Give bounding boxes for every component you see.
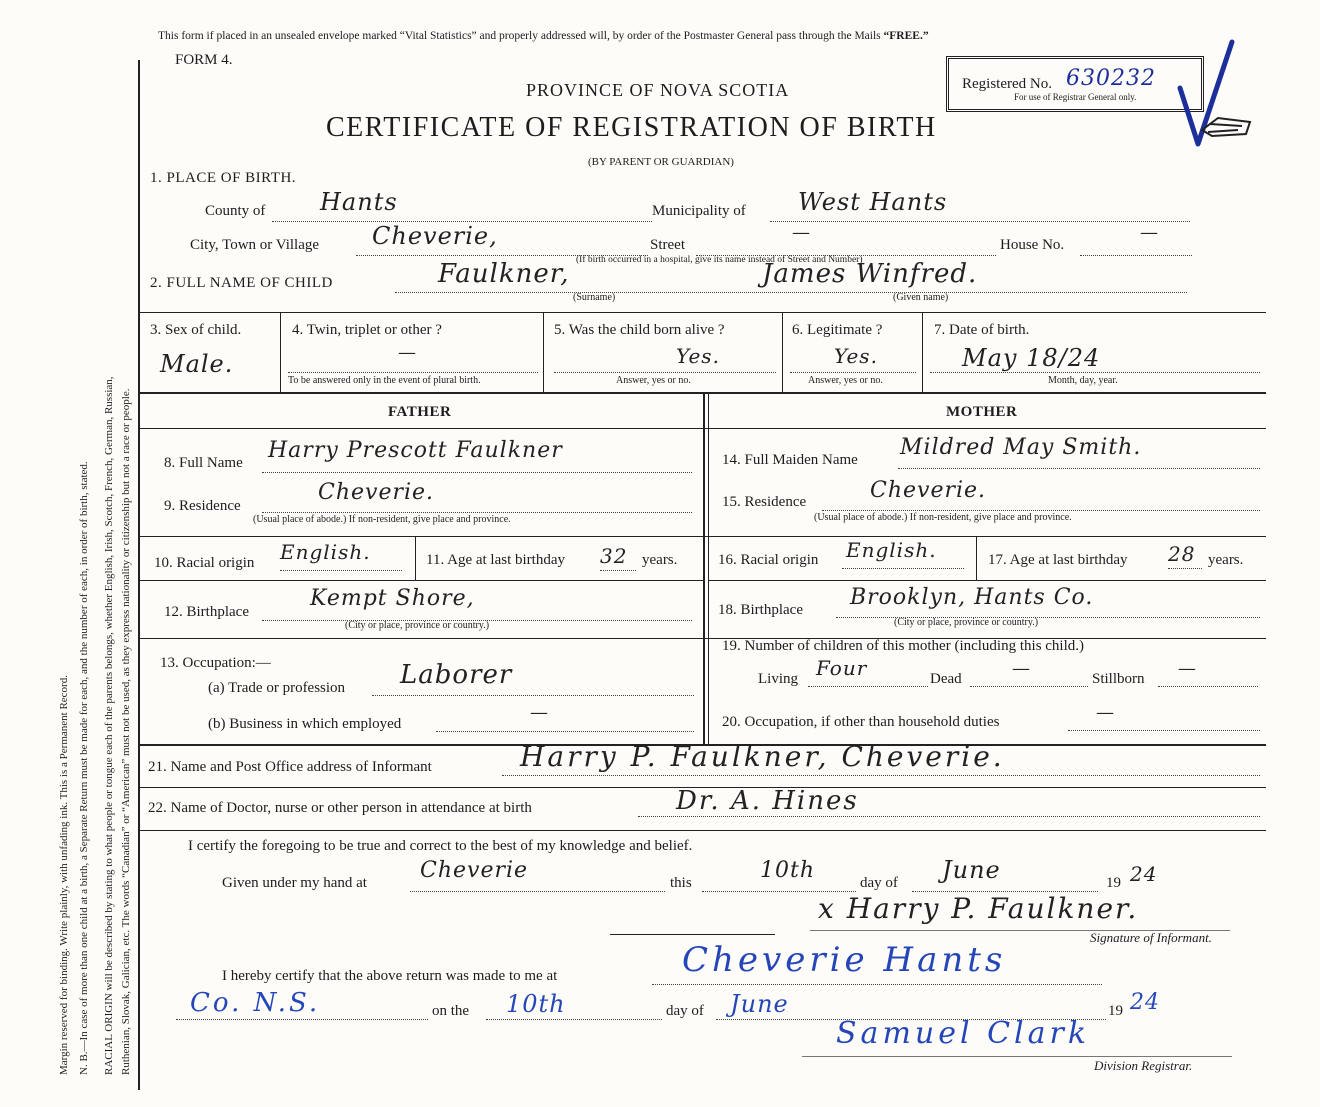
form-number: FORM 4.: [175, 52, 233, 68]
dead-value: —: [1012, 658, 1031, 679]
mother-birthplace: Brooklyn, Hants Co.: [850, 585, 1094, 610]
mother-age-years: years.: [1208, 552, 1244, 568]
hospital-note: (If birth occurred in a hospital, give its name instead of Street and Number): [576, 255, 863, 265]
margin-rule: [138, 60, 140, 1090]
city-label: City, Town or Village: [190, 237, 320, 253]
informant-label: 21. Name and Post Office address of Informant: [148, 759, 432, 775]
father-birthplace: Kempt Shore,: [310, 586, 475, 611]
house-value: —: [1140, 222, 1159, 243]
mail-notice: This form if placed in an unsealed envelope marked “Vital Statistics” and properly addressed will, by order of the Postmaster General pass through the Mails “FREE.”: [158, 30, 929, 42]
certificate-title: CERTIFICATE OF REGISTRATION OF BIRTH: [326, 112, 937, 143]
child-surname: Faulkner,: [438, 259, 570, 289]
stamp-scribble-icon: [1198, 112, 1254, 140]
mother-age: 28: [1168, 542, 1196, 566]
city-value: Cheverie,: [372, 222, 498, 250]
parents-divider: [703, 394, 705, 744]
informant-signature: x Harry P. Faulkner.: [818, 892, 1139, 925]
informant-value: Harry P. Faulkner, Cheverie.: [520, 740, 1005, 773]
registrar-signature: Samuel Clark: [836, 1016, 1091, 1051]
given-at-value: Cheverie: [420, 858, 529, 883]
legitimate-label: 6. Legitimate ?: [792, 322, 883, 338]
dob-value: May 18/24: [962, 344, 1101, 372]
stillborn-label: Stillborn: [1092, 671, 1145, 687]
alive-note: Answer, yes or no.: [616, 375, 691, 386]
mother-residence: Cheverie.: [870, 478, 987, 503]
registrar-month: June: [730, 990, 789, 1018]
father-race: English.: [280, 540, 371, 564]
province-heading: PROVINCE OF NOVA SCOTIA: [526, 80, 790, 100]
registered-label: Registered No.: [962, 76, 1052, 92]
certify-day: 10th: [760, 858, 816, 883]
twin-value: —: [398, 342, 417, 363]
certificate-subtitle: (BY PARENT OR GUARDIAN): [588, 156, 734, 168]
father-residence-note: (Usual place of abode.) If non-resident, give place and province.: [253, 514, 511, 525]
mother-race: English.: [846, 538, 937, 562]
mother-birthplace-label: 18. Birthplace: [718, 602, 803, 618]
father-age-years: years.: [642, 552, 678, 568]
mother-residence-label: 15. Residence: [722, 494, 807, 510]
living-label: Living: [758, 671, 798, 687]
mother-occupation-label: 20. Occupation, if other than household duties: [722, 714, 1000, 730]
father-name-label: 8. Full Name: [164, 455, 243, 471]
margin-note-racial-1: RACIAL ORIGIN will be described by stating to what people or tongue each of the parents belongs, whether English, Irish, Scotch, French, German, Russian,: [103, 376, 115, 1075]
registrar-place: Cheverie Hants: [682, 940, 1007, 980]
given-under-label: Given under my hand at: [222, 875, 367, 891]
mother-occupation-value: —: [1096, 702, 1115, 723]
mother-heading: MOTHER: [946, 404, 1018, 420]
stillborn-value: —: [1178, 658, 1197, 679]
house-label: House No.: [1000, 237, 1065, 253]
registrar-year-prefix: 19: [1108, 1003, 1123, 1019]
mother-residence-note: (Usual place of abode.) If non-resident, give place and province.: [814, 512, 1072, 523]
dob-note: Month, day, year.: [1048, 375, 1118, 386]
margin-note-nb: N. B.—In case of more than one child at a birth, a Separate Return must be made for each, and the number of each, in order of birth, stated.: [78, 461, 90, 1075]
father-birthplace-label: 12. Birthplace: [164, 604, 249, 620]
registrar-dayof-label: day of: [666, 1003, 704, 1019]
business-value: —: [530, 702, 549, 723]
street-value: —: [792, 222, 811, 243]
registrar-note: For use of Registrar General only.: [1014, 92, 1137, 102]
trade-label: (a) Trade or profession: [208, 680, 346, 696]
mother-age-label: 17. Age at last birthday: [988, 552, 1128, 568]
father-name: Harry Prescott Faulkner: [268, 438, 563, 463]
certify-dayof-label: day of: [860, 875, 898, 891]
sex-label: 3. Sex of child.: [150, 322, 242, 338]
alive-value: Yes.: [676, 344, 720, 368]
margin-note-racial-2: Ruthenian, Slovak, Galician, etc. The words “Canadian” or “American” must not be used, as they express nationality or citizenship but not a race or people.: [120, 388, 132, 1075]
father-birthplace-note: (City or place, province or country.): [345, 620, 490, 631]
father-race-label: 10. Racial origin: [154, 555, 255, 571]
certify-text: I certify the foregoing to be true and correct to the best of my knowledge and belief.: [188, 838, 693, 854]
children-count-label: 19. Number of children of this mother (including this child.): [722, 638, 1085, 654]
doctor-value: Dr. A. Hines: [676, 786, 859, 816]
father-residence: Cheverie.: [318, 480, 435, 505]
living-value: Four: [816, 656, 868, 680]
registrar-signature-label: Division Registrar.: [1094, 1058, 1193, 1073]
twin-note: To be answered only in the event of plural birth.: [288, 375, 481, 386]
municipality-value: West Hants: [798, 188, 948, 216]
sex-value: Male.: [160, 350, 234, 378]
given-name-note: (Given name): [893, 292, 949, 303]
child-given-name: James Winfred.: [762, 259, 978, 289]
doctor-label: 22. Name of Doctor, nurse or other person in attendance at birth: [148, 800, 532, 816]
dob-label: 7. Date of birth.: [934, 322, 1030, 338]
municipality-label: Municipality of: [652, 203, 746, 219]
father-age: 32: [600, 544, 628, 568]
dead-label: Dead: [930, 671, 962, 687]
child-name-label: 2. FULL NAME OF CHILD: [150, 275, 333, 291]
registrar-day: 10th: [506, 990, 566, 1018]
this-label: this: [670, 875, 692, 891]
registrar-on-label: on the: [432, 1003, 470, 1019]
legitimate-note: Answer, yes or no.: [808, 375, 883, 386]
certify-year-prefix: 19: [1106, 875, 1121, 891]
registered-number: 630232: [1066, 66, 1156, 91]
father-heading: FATHER: [388, 404, 452, 420]
margin-note-binding: Margin reserved for binding. Write plainly, with unfading ink. This is a Permanent Record.: [58, 675, 70, 1075]
registrar-province: Co. N.S.: [190, 988, 321, 1018]
certify-month: June: [942, 856, 1001, 884]
legitimate-value: Yes.: [834, 344, 878, 368]
informant-signature-label: Signature of Informant.: [1090, 930, 1212, 945]
trade-value: Laborer: [400, 660, 513, 690]
mother-birthplace-note: (City or place, province or country.): [894, 617, 1039, 628]
street-label: Street: [650, 237, 685, 253]
surname-note: (Surname): [573, 292, 616, 303]
father-age-label: 11. Age at last birthday: [426, 552, 565, 568]
mother-race-label: 16. Racial origin: [718, 552, 819, 568]
registrar-text: I hereby certify that the above return was made to me at: [222, 968, 558, 984]
free-mark: “FREE.”: [883, 30, 929, 42]
registrar-year: 24: [1130, 990, 1160, 1015]
alive-label: 5. Was the child born alive ?: [554, 322, 725, 338]
mother-name-label: 14. Full Maiden Name: [722, 452, 858, 468]
county-value: Hants: [320, 188, 398, 216]
occupation-label: 13. Occupation:—: [160, 655, 271, 671]
father-residence-label: 9. Residence: [164, 498, 241, 514]
mother-name: Mildred May Smith.: [900, 435, 1142, 460]
twin-label: 4. Twin, triplet or other ?: [292, 322, 442, 338]
county-label: County of: [205, 203, 266, 219]
place-of-birth-heading: 1. PLACE OF BIRTH.: [150, 170, 297, 186]
business-label: (b) Business in which employed: [208, 716, 402, 732]
certify-year: 24: [1130, 862, 1158, 886]
